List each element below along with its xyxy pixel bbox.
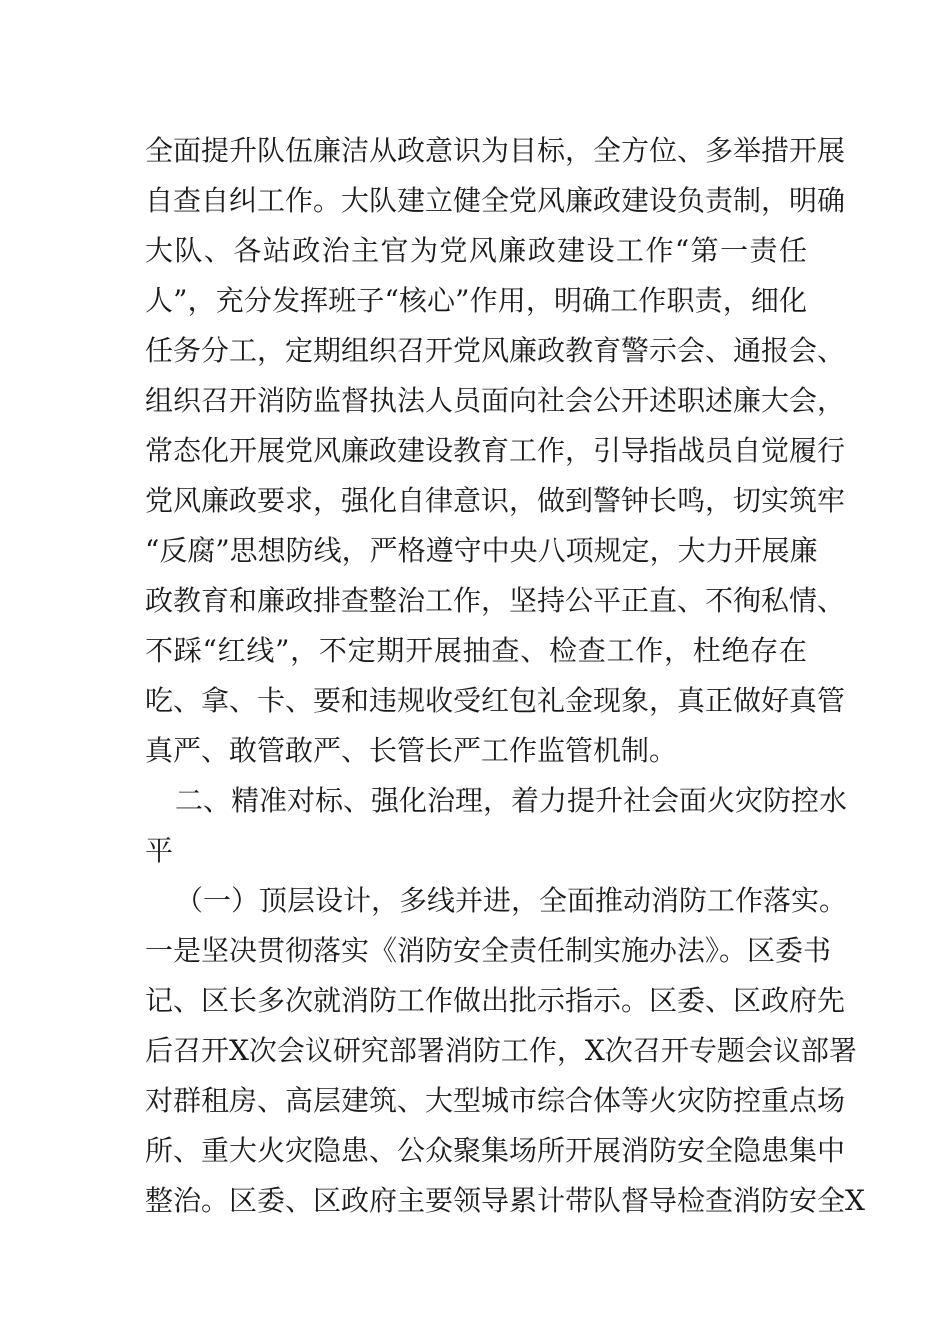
section-heading-continued: 平 — [145, 834, 174, 867]
text-line: 所、重大火灾隐患、公众聚集场所开展消防安全隐患集中 — [145, 1134, 846, 1167]
text-line: 记、区长多次就消防工作做出批示指示。区委、区政府先 — [145, 984, 846, 1017]
text-line: 真严、敢管敢严、长管长严工作监管机制。 — [145, 734, 678, 767]
text-line: 党风廉政要求，强化自律意识，做到警钟长鸣，切实筑牢 — [145, 484, 846, 517]
subsection-heading: （一）顶层设计，多线并进，全面推动消防工作落实。 — [175, 884, 848, 917]
text-line: 一是坚决贯彻落实《消防安全责任制实施办法》。区委书 — [145, 934, 832, 967]
text-line: 全面提升队伍廉洁从政意识为目标，全方位、多举措开展 — [145, 134, 846, 167]
text-line: 自查自纠工作。大队建立健全党风廉政建设负责制，明确 — [145, 184, 846, 217]
text-line: 任务分工，定期组织召开党风廉政教育警示会、通报会、 — [145, 334, 846, 367]
text-line: 大队、各站政治主官为党风廉政建设工作“第一责任 — [145, 234, 807, 267]
text-line: 不踩“红线”，不定期开展抽查、检查工作，杜绝存在 — [145, 634, 807, 667]
text-line: 组织召开消防监督执法人员面向社会公开述职述廉大会， — [145, 384, 846, 417]
text-line: 常态化开展党风廉政建设教育工作，引导指战员自觉履行 — [145, 434, 846, 467]
text-line: “反腐”思想防线，严格遵守中央八项规定，大力开展廉 — [145, 534, 818, 567]
text-line: 吃、拿、卡、要和违规收受红包礼金现象，真正做好真管 — [145, 684, 846, 717]
text-line: 人”，充分发挥班子“核心”作用，明确工作职责，细化 — [145, 284, 807, 317]
text-line: 整治。区委、区政府主要领导累计带队督导检查消防安全X — [145, 1184, 865, 1217]
section-heading: 二、精准对标、强化治理，着力提升社会面火灾防控水 — [175, 784, 848, 817]
text-line: 对群租房、高层建筑、大型城市综合体等火灾防控重点场 — [145, 1084, 846, 1117]
text-line: 政教育和廉政排查整治工作，坚持公平正直、不徇私情、 — [145, 584, 846, 617]
text-line: 后召开X次会议研究部署消防工作，X次召开专题会议部署 — [145, 1034, 857, 1067]
